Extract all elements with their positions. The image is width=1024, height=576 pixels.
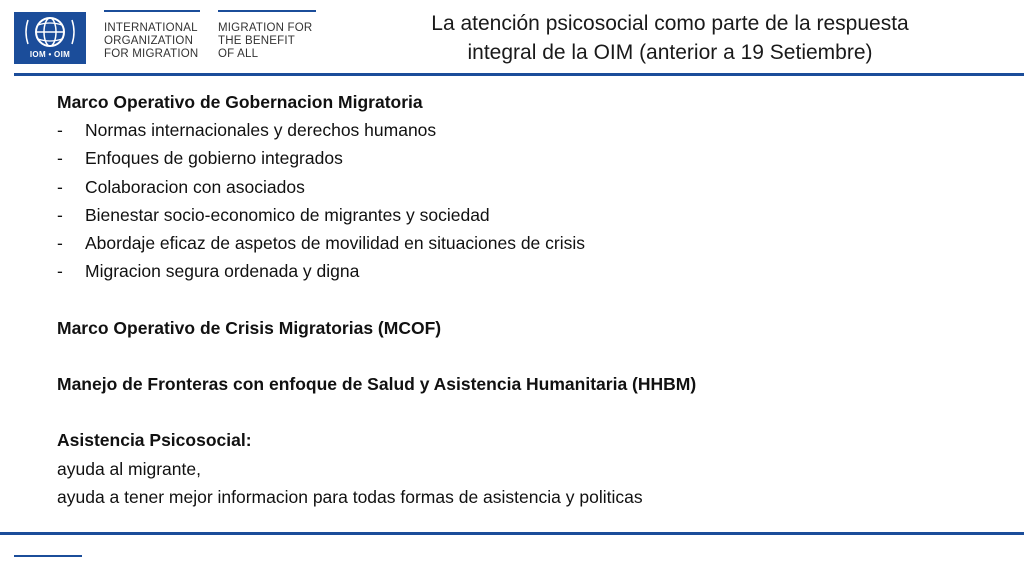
- slide-title-line: integral de la OIM (anterior a 19 Setiembre): [467, 41, 873, 64]
- org-name-line: FOR MIGRATION: [104, 48, 199, 60]
- org-name: [104, 10, 198, 61]
- list-item-text: Bienestar socio-economico de migrantes y sociedad: [85, 204, 490, 225]
- slide-title: [360, 9, 980, 67]
- org-name-line: ORGANIZATION: [104, 35, 194, 47]
- globe-icon: [14, 12, 86, 52]
- tagline-line: MIGRATION FOR: [218, 22, 313, 34]
- logo-text: IOM • OIM: [29, 50, 71, 59]
- bullet-dash: -: [57, 120, 63, 141]
- section-heading: Manejo de Fronteras con enfoque de Salud y Asistencia Humanitaria (HHBM): [57, 374, 697, 394]
- list-item: [57, 144, 987, 172]
- list-item-text: Abordaje eficaz de aspetos de movilidad en situaciones de crisis: [85, 233, 586, 254]
- list-item: [57, 173, 987, 201]
- org-name-line: INTERNATIONAL: [104, 22, 198, 34]
- tagline-line: THE BENEFIT: [218, 35, 295, 47]
- section-heading: Marco Operativo de Crisis Migratorias (MCOF): [57, 317, 442, 338]
- footer-divider: [0, 532, 1024, 535]
- org-tagline: [218, 10, 312, 61]
- list-item: [57, 257, 987, 285]
- slide-title-line: La atención psicosocial como parte de la respuesta: [431, 12, 909, 35]
- bullet-dash: -: [57, 261, 63, 282]
- body-line: ayuda a tener mejor informacion para todas formas de asistencia y politicas: [57, 486, 643, 507]
- list-item-text: Migracion segura ordenada y digna: [85, 261, 360, 282]
- list-item-text: Enfoques de gobierno integrados: [85, 148, 343, 169]
- slide-body: [57, 88, 987, 511]
- iom-logo: [14, 12, 86, 64]
- list-item: [57, 116, 987, 144]
- section-heading: Marco Operativo de Gobernacion Migratoria: [57, 92, 423, 112]
- list-item: [57, 201, 987, 229]
- bullet-dash: -: [57, 148, 63, 169]
- header-divider: [14, 73, 1024, 76]
- bullet-dash: -: [57, 204, 63, 225]
- list-item-text: Normas internacionales y derechos humanos: [85, 120, 437, 141]
- body-line: ayuda al migrante,: [57, 458, 201, 479]
- bullet-dash: -: [57, 176, 63, 197]
- list-item: [57, 229, 987, 257]
- bullet-dash: -: [57, 233, 63, 254]
- list-item-text: Colaboracion con asociados: [85, 176, 305, 197]
- tagline-line: OF ALL: [218, 48, 259, 60]
- section-heading: Asistencia Psicosocial:: [57, 430, 252, 451]
- footer-mark: [14, 555, 82, 557]
